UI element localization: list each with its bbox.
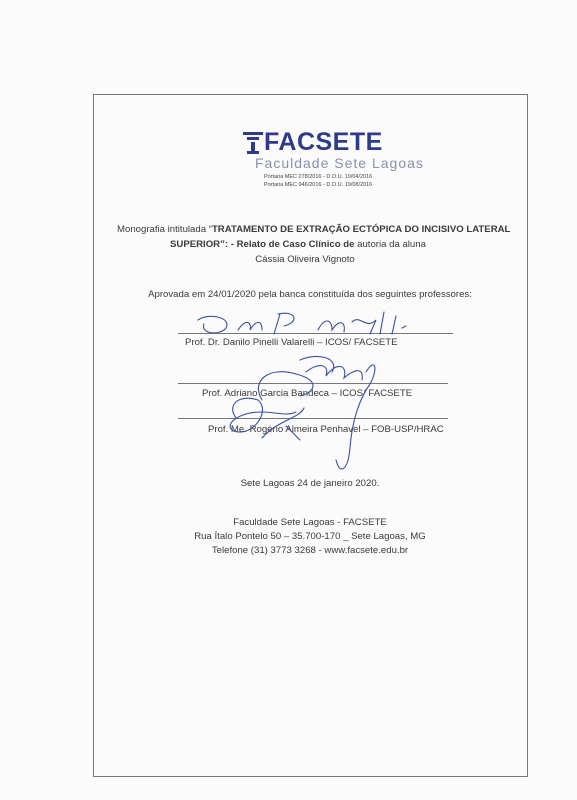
signature-line-2: [178, 383, 448, 384]
professor-3: Prof. Me. Rogério Almeira Penhavel – FOB-USP/HRAC: [208, 424, 444, 435]
signature-line-1: [178, 333, 453, 334]
author-name: Cássia Oliveira Vignoto: [255, 254, 355, 265]
logo-name: FACSETE: [264, 128, 383, 156]
intro-line-2: [170, 239, 530, 250]
approval-statement: Aprovada em 24/01/2020 pela banca constituída dos seguintes professores:: [148, 289, 472, 300]
document-border: [93, 94, 528, 777]
facsete-logo-icon: [243, 132, 263, 154]
facsete-logo: [238, 128, 424, 192]
professor-2: Prof. Adriano Garcia Bandeca – ICOS/ FACSETE: [202, 388, 413, 399]
thesis-title-line-2: SUPERIOR”: - Relato de Caso Clínico de: [170, 239, 355, 250]
logo-portaria-1: Portaria MEC 278/2016 - D.O.U. 19/04/2016: [264, 174, 373, 180]
logo-portaria-2: Portaria MEC 946/2016 - D.O.U. 19/08/2016: [264, 182, 373, 188]
intro-suffix: autoria da aluna: [354, 239, 426, 250]
footer-contact: Telefone (31) 3773 3268 - www.facsete.edu.br: [211, 545, 409, 556]
signature-line-3: [178, 418, 448, 419]
intro-line-1: [117, 224, 517, 235]
date-line: Sete Lagoas 24 de janeiro 2020.: [240, 478, 380, 489]
logo-subtitle: Faculdade Sete Lagoas: [255, 155, 424, 171]
intro-prefix: Monografia intitulada “: [117, 224, 212, 235]
footer-institution: Faculdade Sete Lagoas - FACSETE: [233, 517, 387, 528]
professor-1: Prof. Dr. Danilo Pinelli Valarelli – ICOS/ FACSETE: [185, 337, 398, 348]
footer-address: Rua Ítalo Pontelo 50 – 35.700-170 _ Sete Lagoas, MG: [194, 531, 426, 542]
thesis-title-line-1: TRATAMENTO DE EXTRAÇÃO ECTÓPICA DO INCISIVO LATERAL: [211, 224, 511, 235]
